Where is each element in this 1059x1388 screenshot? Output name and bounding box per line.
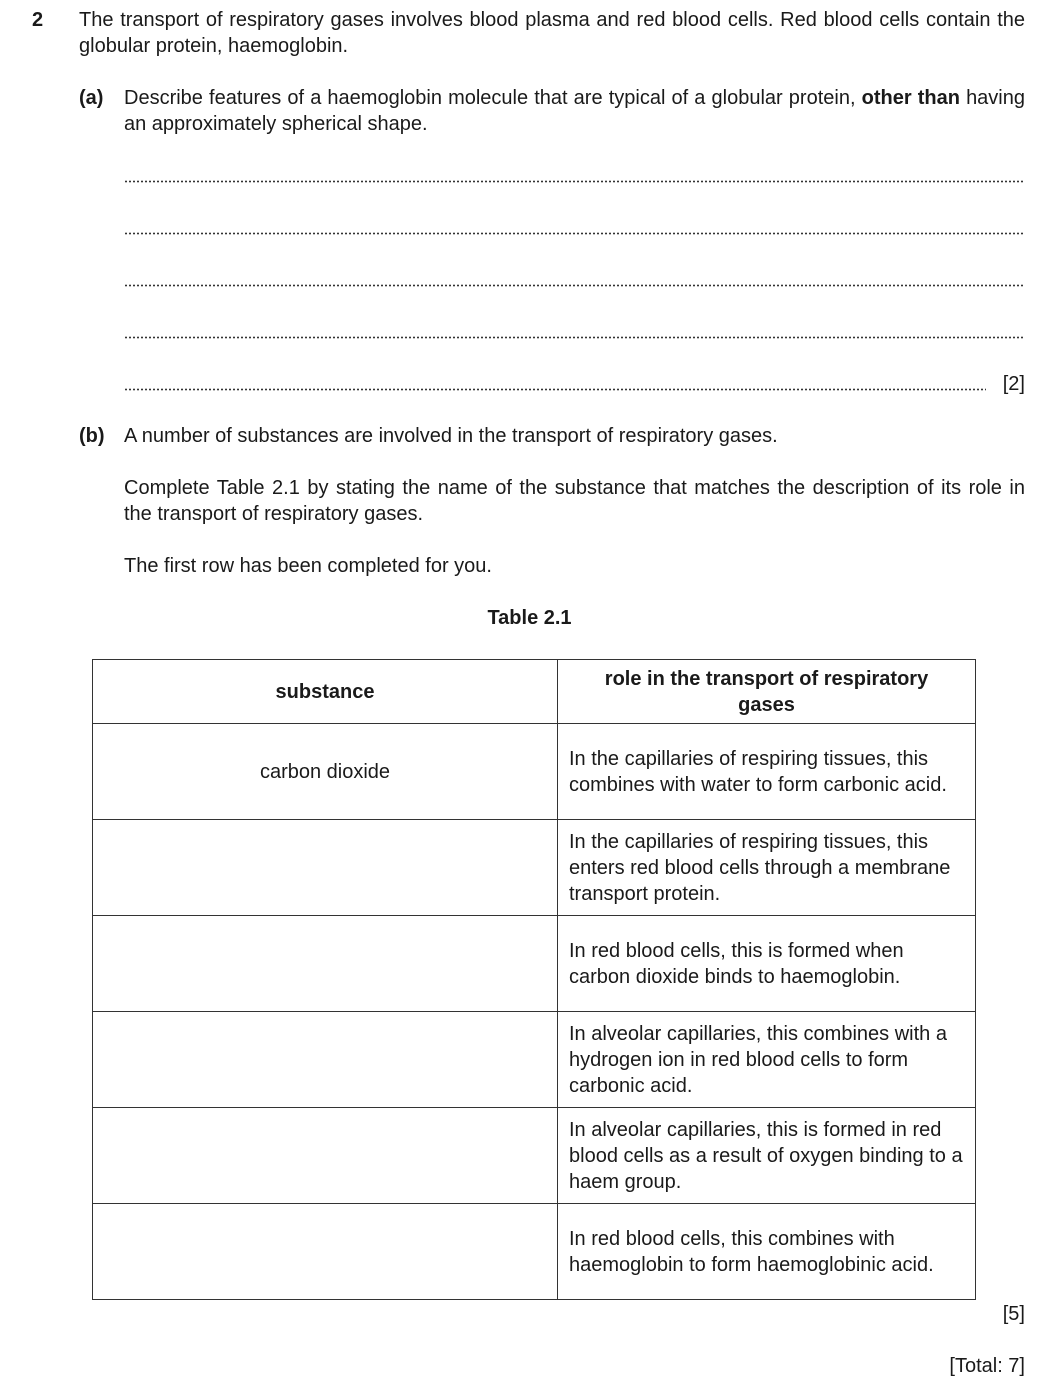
- table-row: [93, 1204, 976, 1300]
- answer-line-5[interactable]: [124, 388, 986, 391]
- question-number: 2: [32, 9, 44, 31]
- part-a-text-before: Describe features of a haemoglobin molecule that are typical of a globular protein,: [124, 87, 862, 109]
- part-b-marks: [5]: [1002, 1303, 1025, 1325]
- substance-answer-cell[interactable]: [93, 1012, 558, 1108]
- substance-answer-cell[interactable]: [93, 820, 558, 916]
- table-header-row: [93, 660, 976, 724]
- role-cell: In the capillaries of respiring tissues, this combines with water to form carbonic acid.: [558, 724, 976, 820]
- part-a-label: (a): [79, 87, 104, 109]
- answer-line-2[interactable]: [124, 232, 1024, 235]
- header-role: role in the transport of respiratory gases: [558, 660, 976, 724]
- table-row: [93, 916, 976, 1012]
- part-b-text: A number of substances are involved in the transport of respiratory gases.: [124, 425, 778, 447]
- substance-role-table: [92, 659, 976, 1300]
- role-cell: In alveolar capillaries, this combines with a hydrogen ion in red blood cells to form carbonic acid.: [558, 1012, 976, 1108]
- substance-cell: carbon dioxide: [93, 724, 558, 820]
- part-a-text-bold: other than: [861, 87, 960, 109]
- part-a-text-after: having an approximately spherical shape.: [124, 87, 1025, 135]
- part-a-marks: [2]: [1002, 373, 1025, 395]
- substance-answer-cell[interactable]: [93, 1108, 558, 1204]
- answer-line-1[interactable]: [124, 180, 1024, 183]
- table-caption: Table 2.1: [487, 607, 572, 629]
- answer-line-3[interactable]: [124, 284, 1024, 287]
- substance-answer-cell[interactable]: [93, 1204, 558, 1300]
- table-row: [93, 820, 976, 916]
- role-cell: In red blood cells, this combines with haemoglobin to form haemoglobinic acid.: [558, 1204, 976, 1300]
- table-row: [93, 1108, 976, 1204]
- role-cell: In red blood cells, this is formed when carbon dioxide binds to haemoglobin.: [558, 916, 976, 1012]
- total-marks: [Total: 7]: [949, 1355, 1025, 1377]
- table-row: [93, 1012, 976, 1108]
- header-substance: substance: [93, 660, 558, 724]
- part-b-label: (b): [79, 425, 105, 447]
- part-a-question: [124, 85, 1025, 137]
- role-cell: In the capillaries of respiring tissues, this enters red blood cells through a membrane transport protein.: [558, 820, 976, 916]
- table-row: [93, 724, 976, 820]
- substance-answer-cell[interactable]: [93, 916, 558, 1012]
- part-b-first-row-note: The first row has been completed for you.: [124, 555, 492, 577]
- role-cell: In alveolar capillaries, this is formed in red blood cells as a result of oxygen binding to a haem group.: [558, 1108, 976, 1204]
- part-b-instruction: Complete Table 2.1 by stating the name of the substance that matches the description of its role in the transport of respiratory gases.: [124, 477, 1025, 525]
- question-intro: The transport of respiratory gases involves blood plasma and red blood cells. Red blood cells contain the globular protein, haemoglobin.: [79, 9, 1025, 57]
- answer-line-4[interactable]: [124, 336, 1024, 339]
